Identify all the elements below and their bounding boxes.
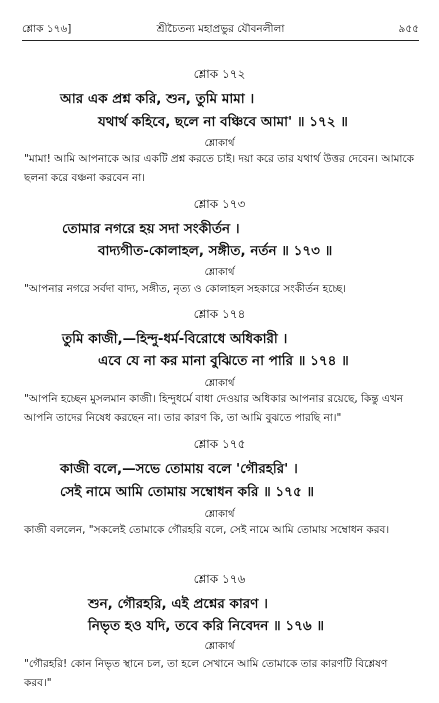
header-rule — [22, 40, 419, 41]
header-page-number: ৯৫৫ — [398, 23, 419, 35]
verse-heading: শ্লোক ১৭৩ — [193, 197, 246, 211]
translation-heading: শ্লোকার্থ — [204, 378, 235, 389]
verse-line: তোমার নগরে হয় সদা সংকীর্তন । — [62, 221, 240, 237]
header-verse-range: শ্লোক ১৭৬] — [22, 23, 72, 35]
verse-heading: শ্লোক ১৭৫ — [193, 437, 246, 451]
verse-line: তুমি কাজী,—হিন্দু-ধর্ম-বিরোধে অধিকারী । — [62, 331, 288, 347]
translation-heading: শ্লোকার্থ — [204, 509, 235, 520]
translation-text: "আপনার নগরে সর্বদা বাদ্য, সঙ্গীত, নৃত্য ও কোলাহল সহকারে সংকীর্তন হচ্ছে। — [24, 283, 347, 295]
translation-heading: শ্লোকার্থ — [204, 138, 235, 149]
translation-heading: শ্লোকার্থ — [204, 641, 235, 652]
verse-line: যথার্থ কহিবে, ছলে না বঞ্চিবে আমা' ॥ ১৭২ ॥ — [98, 114, 348, 130]
verse-line: আর এক প্রশ্ন করি, শুন, তুমি মামা । — [60, 91, 255, 107]
verse-heading: শ্লোক ১৭৪ — [193, 307, 246, 321]
translation-text: কাজী বললেন, "সকলেই তোমাকে গৌরহরি বলে, সেই নামে আমি তোমায় সম্বোধন করব। — [24, 524, 390, 536]
verse-line: এবে যে না কর মানা বুঝিতে না পারি ॥ ১৭৪ ॥ — [98, 353, 349, 369]
verse-heading: শ্লোক ১৭৬ — [193, 572, 246, 586]
verse-line: কাজী বলে,—সভে তোমায় বলে 'গৌরহরি' । — [60, 461, 298, 477]
header-chapter-title: শ্রীচৈতন্য মহাপ্রভুর যৌবনলীলা — [156, 23, 285, 35]
translation-text: "গৌরহরি! কোন নিভৃত স্থানে চল, তা হলে সেখানে আমি তোমাকে তার কারণটি বিশ্লেষণ করব।" — [24, 658, 388, 689]
verse-line: সেই নামে আমি তোমায় সম্বোধন করি ॥ ১৭৫ ॥ — [60, 484, 315, 500]
translation-text: "আপনি হচ্ছেন মুসলমান কাজী। হিন্দুধর্মে বাধা দেওয়ার অধিকার আপনার রয়েছে, কিন্তু এখন আপনি তাদের নিষেধ করছেন না। তার কারণ কি, তা আমি বুঝতে পারছি না।" — [24, 393, 404, 424]
running-header — [22, 22, 419, 38]
verse-heading: শ্লোক ১৭২ — [193, 67, 246, 81]
verse-line: বাদ্যগীত-কোলাহল, সঙ্গীত, নর্তন ॥ ১৭৩ ॥ — [98, 243, 333, 259]
translation-heading: শ্লোকার্থ — [204, 267, 235, 278]
verse-line: শুন, গৌরহরি, এই প্রশ্নের কারণ । — [88, 596, 268, 612]
translation-text: "মামা! আমি আপনাকে আর একটি প্রশ্ন করতে চাই। দয়া করে তার যথার্থ উত্তর দেবেন। আমাকে ছলনা করে বঞ্চনা করবেন না। — [24, 153, 415, 184]
verse-line: নিভৃত হও যদি, তবে করি নিবেদন ॥ ১৭৬ ॥ — [88, 618, 324, 634]
